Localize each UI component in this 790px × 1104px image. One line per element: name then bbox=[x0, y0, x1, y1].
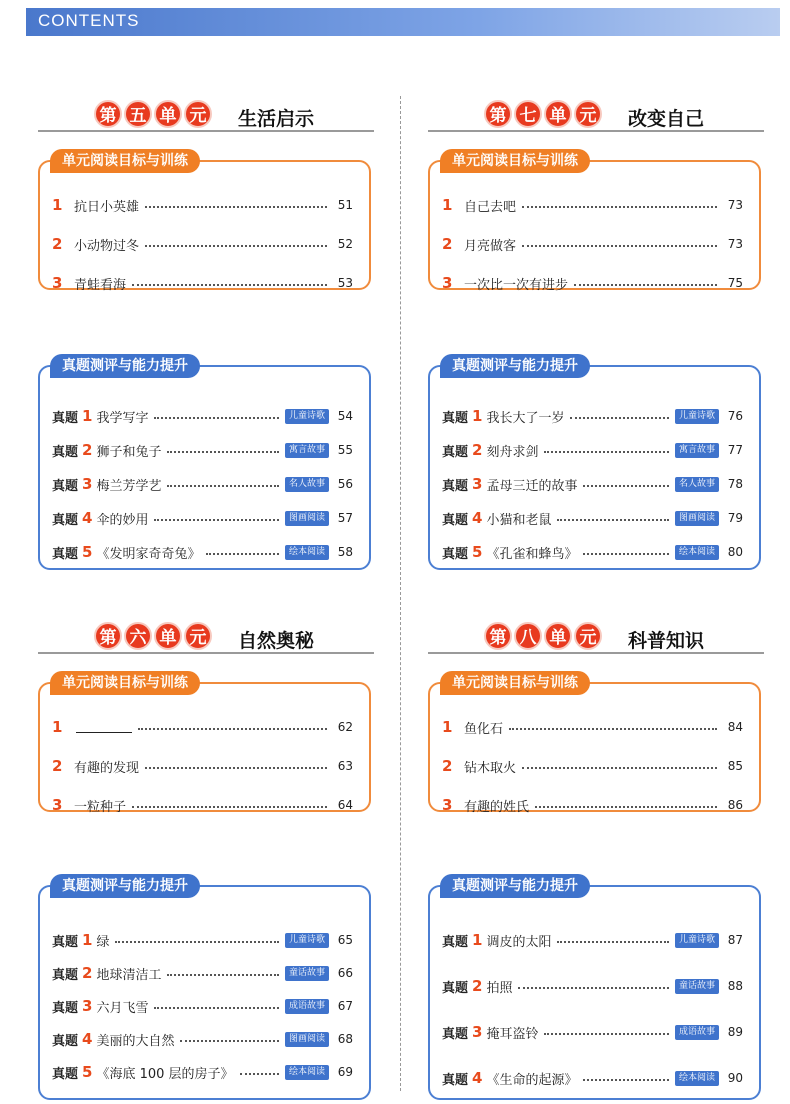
reading-goals-tab: 单元阅读目标与训练 bbox=[440, 671, 590, 695]
test-number: 1 bbox=[82, 407, 93, 425]
leader-dots bbox=[154, 515, 279, 521]
unit-underline bbox=[428, 652, 764, 654]
test-number: 3 bbox=[82, 997, 93, 1015]
toc-entry[interactable] bbox=[52, 755, 353, 777]
test-title: 《生命的起源》 bbox=[486, 1072, 578, 1088]
test-number: 5 bbox=[82, 1063, 93, 1081]
unit-title: 自然奥秘 bbox=[238, 630, 315, 652]
entry-number: 1 bbox=[52, 196, 63, 214]
test-entry[interactable] bbox=[52, 405, 353, 427]
entry-title: 钻木取火 bbox=[464, 760, 517, 776]
unit-name-char: 单 bbox=[154, 622, 182, 650]
genre-tag: 寓言故事 bbox=[675, 443, 719, 458]
entry-page: 51 bbox=[337, 198, 353, 212]
test-page: 79 bbox=[727, 511, 743, 525]
test-box bbox=[38, 358, 371, 570]
toc-entry[interactable] bbox=[52, 794, 353, 816]
test-prefix: 真题 bbox=[442, 1026, 469, 1042]
leader-dots bbox=[544, 447, 669, 453]
leader-dots bbox=[522, 202, 717, 208]
test-page: 55 bbox=[337, 443, 353, 457]
entry-page: 73 bbox=[727, 237, 743, 251]
test-title: 美丽的大自然 bbox=[96, 1033, 175, 1049]
entry-title: 青蛙看海 bbox=[74, 277, 127, 293]
genre-tag: 名人故事 bbox=[675, 477, 719, 492]
test-page: 69 bbox=[337, 1065, 353, 1079]
unit-title: 改变自己 bbox=[628, 108, 705, 130]
test-prefix: 真题 bbox=[52, 512, 79, 528]
entry-number: 3 bbox=[52, 796, 63, 814]
test-number: 2 bbox=[472, 441, 483, 459]
genre-tag: 图画阅读 bbox=[285, 1032, 329, 1047]
test-title: 狮子和兔子 bbox=[96, 444, 162, 460]
test-entry[interactable] bbox=[442, 1067, 743, 1089]
test-number: 1 bbox=[82, 931, 93, 949]
leader-dots bbox=[167, 481, 279, 487]
test-number: 2 bbox=[82, 441, 93, 459]
leader-dots bbox=[535, 802, 717, 808]
entry-page: 53 bbox=[337, 276, 353, 290]
leader-dots bbox=[544, 1029, 669, 1035]
test-prefix: 真题 bbox=[442, 478, 469, 494]
genre-tag: 图画阅读 bbox=[285, 511, 329, 526]
test-entry[interactable] bbox=[442, 405, 743, 427]
test-entry[interactable] bbox=[442, 1021, 743, 1043]
genre-tag: 寓言故事 bbox=[285, 443, 329, 458]
test-title: 调皮的太阳 bbox=[486, 934, 552, 950]
entry-number: 1 bbox=[442, 196, 453, 214]
test-title: 伞的妙用 bbox=[96, 512, 149, 528]
test-title: 梅兰芳学艺 bbox=[96, 478, 162, 494]
test-title: 我长大了一岁 bbox=[486, 410, 565, 426]
entry-page: 73 bbox=[727, 198, 743, 212]
test-prefix: 真题 bbox=[52, 478, 79, 494]
test-title: 小猫和老鼠 bbox=[486, 512, 552, 528]
genre-tag: 绘本阅读 bbox=[285, 1065, 329, 1080]
test-page: 57 bbox=[337, 511, 353, 525]
genre-tag: 绘本阅读 bbox=[285, 545, 329, 560]
leader-dots bbox=[522, 241, 717, 247]
test-page: 56 bbox=[337, 477, 353, 491]
entry-title: 有趣的发现 bbox=[74, 760, 140, 776]
test-title: 《海底 100 层的房子》 bbox=[96, 1066, 234, 1082]
entry-number: 1 bbox=[442, 718, 453, 736]
unit-underline bbox=[38, 130, 374, 132]
entry-number: 3 bbox=[442, 796, 453, 814]
unit-header bbox=[38, 96, 374, 136]
test-title: 《孔雀和蜂鸟》 bbox=[486, 546, 578, 562]
leader-dots bbox=[180, 1036, 279, 1042]
unit-name-char: 第 bbox=[484, 622, 512, 650]
toc-entry[interactable] bbox=[442, 794, 743, 816]
test-box bbox=[38, 878, 371, 1100]
unit-name-char: 第 bbox=[94, 622, 122, 650]
test-number: 3 bbox=[82, 475, 93, 493]
test-page: 78 bbox=[727, 477, 743, 491]
entry-title: 自己去吧 bbox=[464, 199, 517, 215]
test-entry[interactable] bbox=[52, 507, 353, 529]
leader-dots bbox=[145, 763, 327, 769]
genre-tag: 童话故事 bbox=[675, 979, 719, 994]
test-entry[interactable] bbox=[52, 439, 353, 461]
leader-dots bbox=[138, 724, 327, 730]
unit-name bbox=[94, 622, 212, 650]
test-entry[interactable] bbox=[52, 929, 353, 951]
leader-dots bbox=[557, 937, 669, 943]
test-box bbox=[428, 358, 761, 570]
entry-page: 63 bbox=[337, 759, 353, 773]
leader-dots bbox=[240, 1069, 279, 1075]
unit-name-char: 七 bbox=[514, 100, 542, 128]
test-prefix: 真题 bbox=[52, 967, 79, 983]
test-prefix: 真题 bbox=[52, 934, 79, 950]
test-number: 5 bbox=[82, 543, 93, 561]
leader-dots bbox=[583, 549, 669, 555]
unit-name bbox=[94, 100, 212, 128]
test-title: 拍照 bbox=[486, 980, 513, 996]
test-prefix: 真题 bbox=[52, 1066, 79, 1082]
contents-header-bar bbox=[26, 8, 780, 36]
test-title: 掩耳盗铃 bbox=[486, 1026, 539, 1042]
genre-tag: 儿童诗歌 bbox=[285, 933, 329, 948]
leader-dots bbox=[167, 970, 279, 976]
contents-label: CONTENTS bbox=[38, 11, 140, 30]
column-divider bbox=[400, 96, 401, 1091]
test-prefix: 真题 bbox=[442, 410, 469, 426]
leader-dots bbox=[206, 549, 279, 555]
leader-dots bbox=[167, 447, 279, 453]
entry-number: 2 bbox=[442, 235, 453, 253]
toc-entry[interactable] bbox=[52, 272, 353, 294]
test-entry[interactable] bbox=[442, 473, 743, 495]
entry-number: 2 bbox=[442, 757, 453, 775]
genre-tag: 图画阅读 bbox=[675, 511, 719, 526]
leader-dots bbox=[132, 802, 327, 808]
test-box bbox=[428, 878, 761, 1100]
leader-dots bbox=[583, 1075, 669, 1081]
test-entry[interactable] bbox=[442, 975, 743, 997]
test-page: 77 bbox=[727, 443, 743, 457]
unit-underline bbox=[38, 652, 374, 654]
test-title: 绿 bbox=[96, 934, 110, 950]
test-page: 66 bbox=[337, 966, 353, 980]
genre-tag: 成语故事 bbox=[675, 1025, 719, 1040]
leader-dots bbox=[145, 202, 327, 208]
entry-title: 月亮做客 bbox=[464, 238, 517, 254]
test-tab: 真题测评与能力提升 bbox=[440, 354, 590, 378]
test-entry[interactable] bbox=[52, 1061, 353, 1083]
unit-name-char: 单 bbox=[544, 100, 572, 128]
genre-tag: 成语故事 bbox=[285, 999, 329, 1014]
reading-goals-tab: 单元阅读目标与训练 bbox=[50, 671, 200, 695]
test-page: 88 bbox=[727, 979, 743, 993]
test-prefix: 真题 bbox=[52, 1000, 79, 1016]
unit-name-char: 元 bbox=[184, 622, 212, 650]
unit-underline bbox=[428, 130, 764, 132]
entry-number: 3 bbox=[52, 274, 63, 292]
test-page: 67 bbox=[337, 999, 353, 1013]
genre-tag: 绘本阅读 bbox=[675, 545, 719, 560]
test-title: 《发明家奇奇兔》 bbox=[96, 546, 201, 562]
test-entry[interactable] bbox=[52, 541, 353, 563]
leader-dots bbox=[154, 413, 279, 419]
entry-page: 84 bbox=[727, 720, 743, 734]
test-number: 3 bbox=[472, 475, 483, 493]
entry-title: 鱼化石 bbox=[464, 721, 504, 737]
entry-page: 86 bbox=[727, 798, 743, 812]
test-number: 5 bbox=[472, 543, 483, 561]
genre-tag: 童话故事 bbox=[285, 966, 329, 981]
entry-page: 62 bbox=[337, 720, 353, 734]
toc-entry[interactable] bbox=[52, 716, 353, 738]
leader-dots bbox=[132, 280, 327, 286]
unit-name-char: 元 bbox=[574, 100, 602, 128]
reading-goals-box bbox=[38, 153, 371, 293]
leader-dots bbox=[570, 413, 669, 419]
test-title: 我学写字 bbox=[96, 410, 149, 426]
entry-page: 75 bbox=[727, 276, 743, 290]
test-number: 3 bbox=[472, 1023, 483, 1041]
test-page: 65 bbox=[337, 933, 353, 947]
test-tab: 真题测评与能力提升 bbox=[50, 354, 200, 378]
test-number: 4 bbox=[472, 1069, 483, 1087]
test-number: 2 bbox=[472, 977, 483, 995]
entry-page: 85 bbox=[727, 759, 743, 773]
leader-dots bbox=[509, 724, 717, 730]
leader-dots bbox=[518, 983, 669, 989]
test-entry[interactable] bbox=[442, 929, 743, 951]
unit-head bbox=[428, 618, 764, 658]
reading-goals-tab: 单元阅读目标与训练 bbox=[440, 149, 590, 173]
test-prefix: 真题 bbox=[442, 546, 469, 562]
test-page: 54 bbox=[337, 409, 353, 423]
test-prefix: 真题 bbox=[442, 512, 469, 528]
toc-entry[interactable] bbox=[52, 194, 353, 216]
toc-entry[interactable] bbox=[442, 755, 743, 777]
test-entry[interactable] bbox=[52, 995, 353, 1017]
test-number: 1 bbox=[472, 407, 483, 425]
test-prefix: 真题 bbox=[442, 980, 469, 996]
entry-number: 1 bbox=[52, 718, 63, 736]
test-page: 76 bbox=[727, 409, 743, 423]
test-entry[interactable] bbox=[52, 962, 353, 984]
leader-dots bbox=[522, 763, 717, 769]
toc-entry[interactable] bbox=[442, 233, 743, 255]
unit-head bbox=[428, 96, 764, 136]
test-prefix: 真题 bbox=[52, 444, 79, 460]
test-prefix: 真题 bbox=[52, 1033, 79, 1049]
test-title: 六月飞雪 bbox=[96, 1000, 149, 1016]
genre-tag: 儿童诗歌 bbox=[675, 933, 719, 948]
unit-name-char: 元 bbox=[574, 622, 602, 650]
test-page: 89 bbox=[727, 1025, 743, 1039]
leader-dots bbox=[574, 280, 717, 286]
test-tab: 真题测评与能力提升 bbox=[50, 874, 200, 898]
reading-goals-box bbox=[428, 153, 761, 293]
entry-title: 小动物过冬 bbox=[74, 238, 140, 254]
reading-goals-box bbox=[38, 675, 371, 815]
genre-tag: 名人故事 bbox=[285, 477, 329, 492]
unit-name-char: 五 bbox=[124, 100, 152, 128]
genre-tag: 儿童诗歌 bbox=[675, 409, 719, 424]
unit-header bbox=[428, 96, 764, 136]
toc-entry[interactable] bbox=[442, 716, 743, 738]
unit-name-char: 第 bbox=[484, 100, 512, 128]
leader-dots bbox=[115, 937, 279, 943]
unit-title: 科普知识 bbox=[628, 630, 705, 652]
test-tab: 真题测评与能力提升 bbox=[440, 874, 590, 898]
genre-tag: 绘本阅读 bbox=[675, 1071, 719, 1086]
test-entry[interactable] bbox=[442, 541, 743, 563]
test-title: 地球清洁工 bbox=[96, 967, 162, 983]
entry-title: 抗日小英雄 bbox=[74, 199, 140, 215]
test-title: 刻舟求剑 bbox=[486, 444, 539, 460]
test-entry[interactable] bbox=[442, 507, 743, 529]
unit-name-char: 第 bbox=[94, 100, 122, 128]
unit-head bbox=[38, 96, 374, 136]
unit-name-char: 单 bbox=[154, 100, 182, 128]
genre-tag: 儿童诗歌 bbox=[285, 409, 329, 424]
unit-header bbox=[428, 618, 764, 658]
entry-number: 2 bbox=[52, 757, 63, 775]
leader-dots bbox=[583, 481, 669, 487]
test-entry[interactable] bbox=[52, 473, 353, 495]
test-page: 80 bbox=[727, 545, 743, 559]
test-prefix: 真题 bbox=[442, 444, 469, 460]
test-prefix: 真题 bbox=[442, 1072, 469, 1088]
reading-goals-tab: 单元阅读目标与训练 bbox=[50, 149, 200, 173]
test-number: 2 bbox=[82, 964, 93, 982]
test-page: 68 bbox=[337, 1032, 353, 1046]
entry-page: 64 bbox=[337, 798, 353, 812]
leader-dots bbox=[154, 1003, 279, 1009]
leader-dots bbox=[145, 241, 327, 247]
toc-entry[interactable] bbox=[52, 233, 353, 255]
entry-title: 有趣的姓氏 bbox=[464, 799, 530, 815]
test-prefix: 真题 bbox=[52, 546, 79, 562]
unit-header bbox=[38, 618, 374, 658]
unit-head bbox=[38, 618, 374, 658]
test-page: 87 bbox=[727, 933, 743, 947]
unit-name-char: 元 bbox=[184, 100, 212, 128]
entry-number: 2 bbox=[52, 235, 63, 253]
entry-title: 一粒种子 bbox=[74, 799, 127, 815]
unit-name-char: 六 bbox=[124, 622, 152, 650]
toc-entry[interactable] bbox=[442, 272, 743, 294]
unit-name bbox=[484, 622, 602, 650]
blank-title-line bbox=[76, 721, 132, 733]
entry-page: 52 bbox=[337, 237, 353, 251]
unit-name-char: 单 bbox=[544, 622, 572, 650]
test-number: 4 bbox=[82, 509, 93, 527]
entry-number: 3 bbox=[442, 274, 453, 292]
test-number: 4 bbox=[82, 1030, 93, 1048]
test-number: 1 bbox=[472, 931, 483, 949]
leader-dots bbox=[557, 515, 669, 521]
test-prefix: 真题 bbox=[442, 934, 469, 950]
toc-entry[interactable] bbox=[442, 194, 743, 216]
test-entry[interactable] bbox=[442, 439, 743, 461]
test-page: 58 bbox=[337, 545, 353, 559]
unit-name bbox=[484, 100, 602, 128]
test-number: 4 bbox=[472, 509, 483, 527]
test-prefix: 真题 bbox=[52, 410, 79, 426]
test-page: 90 bbox=[727, 1071, 743, 1085]
reading-goals-box bbox=[428, 675, 761, 815]
test-entry[interactable] bbox=[52, 1028, 353, 1050]
unit-name-char: 八 bbox=[514, 622, 542, 650]
entry-title: 一次比一次有进步 bbox=[464, 277, 569, 293]
test-title: 孟母三迁的故事 bbox=[486, 478, 578, 494]
unit-title: 生活启示 bbox=[238, 108, 315, 130]
